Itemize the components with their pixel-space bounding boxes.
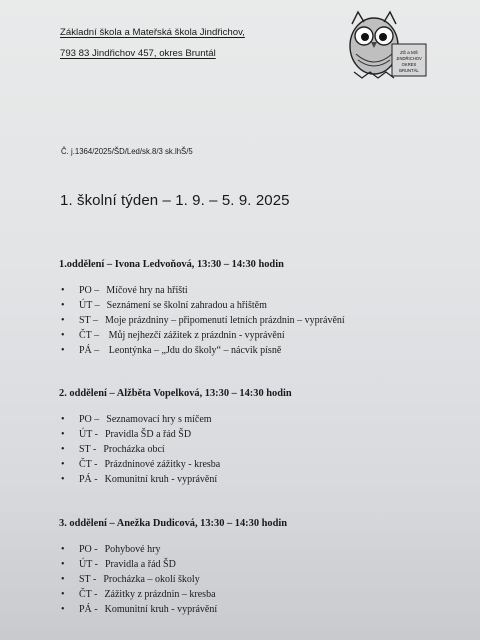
activity-text: Míčové hry na hřišti xyxy=(106,285,188,296)
bullet-icon: • xyxy=(61,574,65,585)
day-label: ÚT - xyxy=(79,429,98,440)
bullet-icon: • xyxy=(61,414,65,425)
list-item xyxy=(61,602,287,617)
page-title: 1. školní týden – 1. 9. – 5. 9. 2025 xyxy=(60,192,290,209)
list-item xyxy=(61,427,292,442)
activity-text: Můj nejhezčí zážitek z prázdnin - vyprávění xyxy=(108,330,285,341)
activity-text: Pohybové hry xyxy=(104,544,161,555)
section-department-2 xyxy=(59,388,292,487)
logo-badge-line: BRUNTÁL xyxy=(399,68,419,73)
bullet-icon: • xyxy=(61,345,65,356)
list-item xyxy=(61,313,345,328)
day-label: ÚT – xyxy=(79,300,100,311)
bullet-icon: • xyxy=(61,444,65,455)
day-label: PÁ - xyxy=(79,474,98,485)
school-header xyxy=(60,22,245,64)
section-heading: 2. oddělení – Alžběta Vopelková, 13:30 – 14:30 hodin xyxy=(59,388,292,399)
day-label: PO – xyxy=(79,414,100,425)
activity-text: Pravidla ŠD a řád ŠD xyxy=(104,429,192,440)
bullet-icon: • xyxy=(61,474,65,485)
activity-text: Komunitní kruh - vyprávění xyxy=(104,604,218,615)
activity-list xyxy=(59,542,287,617)
list-item xyxy=(61,283,345,298)
list-item xyxy=(61,298,345,313)
activity-text: Pravidla a řád ŠD xyxy=(104,559,176,570)
bullet-icon: • xyxy=(61,315,65,326)
bullet-icon: • xyxy=(61,285,65,296)
bullet-icon: • xyxy=(61,429,65,440)
section-heading: 1.oddělení – Ivona Ledvoňová, 13:30 – 14:30 hodin xyxy=(59,259,284,270)
activity-text: Prázdninové zážitky - kresba xyxy=(104,459,221,470)
bullet-icon: • xyxy=(61,459,65,470)
list-item xyxy=(61,412,292,427)
bullet-icon: • xyxy=(61,589,65,600)
activity-text: Komunitní kruh - vyprávění xyxy=(104,474,218,485)
day-label: ÚT - xyxy=(79,559,98,570)
bullet-icon: • xyxy=(61,559,65,570)
bullet-icon: • xyxy=(61,604,65,615)
activity-text: Seznámení se školní zahradou a hřištěm xyxy=(106,300,267,311)
list-item xyxy=(61,587,287,602)
school-name: Základní škola a Mateřská škola Jindřichov, xyxy=(60,27,245,38)
school-address: 793 83 Jindřichov 457, okres Bruntál xyxy=(60,48,216,59)
list-item xyxy=(61,557,287,572)
day-label: ST - xyxy=(79,574,97,585)
activity-list xyxy=(59,283,345,358)
activity-text: Moje prázdniny – připomenutí letních prázdnin – vyprávění xyxy=(105,315,345,326)
logo-badge-line: OKRES xyxy=(401,62,417,67)
list-item xyxy=(61,328,345,343)
section-heading: 3. oddělení – Anežka Dudicová, 13:30 – 14:30 hodin xyxy=(59,518,288,529)
list-item xyxy=(61,442,292,457)
list-item xyxy=(61,457,292,472)
day-label: ČT – xyxy=(79,330,100,341)
day-label: PO - xyxy=(79,544,98,555)
reference-number: Č. j.1364/2025/ŠD/Led/sk.8/3 sk.lhŠ/5 xyxy=(61,147,193,156)
list-item xyxy=(61,572,287,587)
list-item xyxy=(61,542,287,557)
list-item xyxy=(61,343,345,358)
activity-text: Leontýnka – „Jdu do školy“ – nácvik písně xyxy=(108,345,282,356)
day-label: PÁ – xyxy=(79,345,100,356)
bullet-icon: • xyxy=(61,300,65,311)
bullet-icon: • xyxy=(61,330,65,341)
activity-text: Seznamovací hry s míčem xyxy=(106,414,212,425)
logo-badge-line: JINDŘICHOV xyxy=(396,56,422,61)
activity-text: Procházka obcí xyxy=(103,444,165,455)
section-department-1 xyxy=(59,259,345,358)
section-department-3 xyxy=(59,518,287,617)
bullet-icon: • xyxy=(61,544,65,555)
day-label: ST – xyxy=(79,315,98,326)
day-label: PÁ - xyxy=(79,604,98,615)
day-label: ČT - xyxy=(79,589,98,600)
activity-list xyxy=(59,412,292,487)
activity-text: Procházka – okolí školy xyxy=(103,574,200,585)
list-item xyxy=(61,472,292,487)
day-label: ST - xyxy=(79,444,97,455)
day-label: PO – xyxy=(79,285,100,296)
owl-school-logo-icon xyxy=(340,8,428,82)
activity-text: Zážitky z prázdnin – kresba xyxy=(104,589,216,600)
day-label: ČT - xyxy=(79,459,98,470)
logo-badge-line: ZŠ a MŠ xyxy=(400,50,418,55)
